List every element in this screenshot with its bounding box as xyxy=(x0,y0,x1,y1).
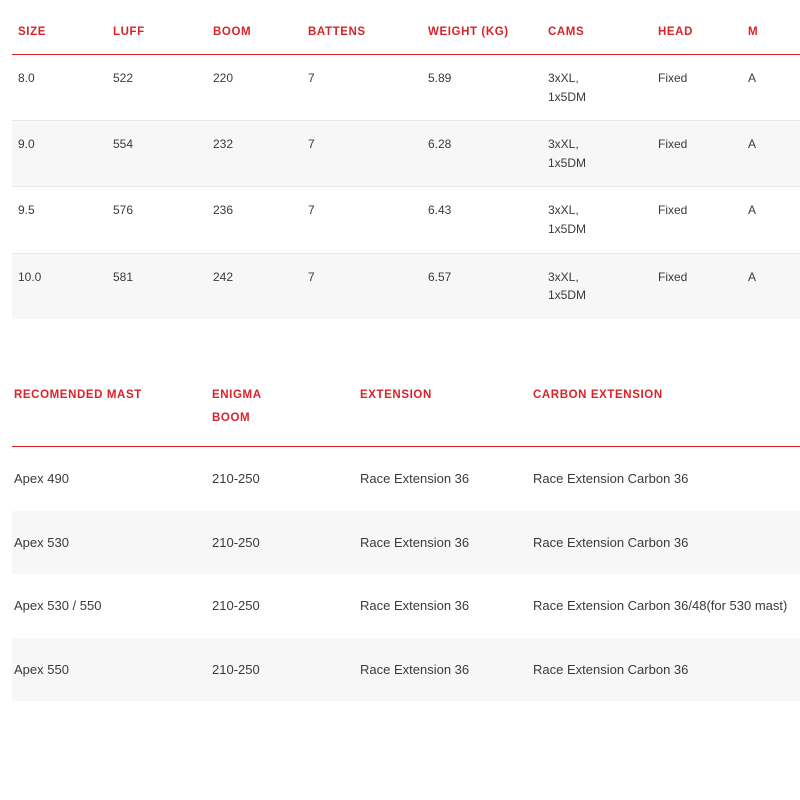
specifications-table-body xyxy=(12,55,800,319)
cell-mast: A xyxy=(742,187,800,253)
cell-enigma-boom: 210-250 xyxy=(212,598,260,613)
cell-weight: 6.28 xyxy=(422,121,542,187)
column-header-head: HEAD xyxy=(652,12,742,55)
cell-cams-line-1: 3xXL, xyxy=(548,269,579,284)
cell-head: Fixed xyxy=(652,121,742,187)
cell-cams xyxy=(542,121,652,187)
cell-cams-line-2: 1x5DM xyxy=(548,288,587,303)
cell-carbon-extension: Race Extension Carbon 36/48(for 530 mast) xyxy=(533,598,788,613)
cell-luff: 554 xyxy=(107,121,207,187)
cell-recomended-mast: Apex 530 / 550 xyxy=(14,598,102,613)
cell-head: Fixed xyxy=(652,187,742,253)
column-header-enigma-boom-line-2: BOOM xyxy=(212,412,251,424)
table-row xyxy=(12,55,800,121)
cell-cams-line-2: 1x5DM xyxy=(548,155,587,170)
specifications-table-header xyxy=(12,12,800,55)
cell-luff: 576 xyxy=(107,187,207,253)
cell-extension: Race Extension 36 xyxy=(360,534,470,550)
cell-cams-line-1: 3xXL, xyxy=(548,137,579,152)
cell-enigma-boom: 210-250 xyxy=(212,471,260,486)
column-header-enigma-boom-line-1: ENIGMA xyxy=(212,389,262,401)
cell-cams xyxy=(542,55,652,121)
table-row xyxy=(12,638,800,702)
column-header-size: SIZE xyxy=(12,12,107,55)
column-header-recomended-mast: RECOMENDED MAST xyxy=(12,368,210,447)
rigging-table-body xyxy=(12,447,800,702)
cell-boom: 242 xyxy=(213,269,234,284)
table-header-row xyxy=(12,368,800,447)
cell-head: Fixed xyxy=(658,269,688,284)
cell-boom: 220 xyxy=(207,55,302,121)
rigging-table-container xyxy=(12,368,800,701)
cell-carbon-extension: Race Extension Carbon 36 xyxy=(533,471,689,486)
cell-size: 9.5 xyxy=(12,187,107,253)
cell-carbon-extension: Race Extension Carbon 36 xyxy=(533,661,689,677)
column-header-luff: LUFF xyxy=(107,12,207,55)
cell-recomended-mast: Apex 530 xyxy=(14,534,69,550)
table-row xyxy=(12,187,800,253)
cell-recomended-mast: Apex 550 xyxy=(14,661,69,677)
table-row xyxy=(12,253,800,319)
column-header-boom: BOOM xyxy=(207,12,302,55)
cell-size: 8.0 xyxy=(12,55,107,121)
cell-weight: 5.89 xyxy=(422,55,542,121)
specifications-table-container xyxy=(12,12,800,319)
cell-battens: 7 xyxy=(302,121,422,187)
cell-weight: 6.43 xyxy=(422,187,542,253)
cell-luff: 522 xyxy=(107,55,207,121)
cell-boom: 236 xyxy=(207,187,302,253)
column-header-mast: M xyxy=(742,12,800,55)
cell-cams-line-2: 1x5DM xyxy=(548,89,587,104)
column-header-cams: CAMS xyxy=(542,12,652,55)
rigging-table xyxy=(12,368,800,701)
column-header-extension: EXTENSION xyxy=(358,368,531,447)
specifications-table xyxy=(12,12,800,319)
column-header-enigma-boom xyxy=(210,368,358,447)
cell-recomended-mast: Apex 490 xyxy=(14,471,69,486)
cell-extension: Race Extension 36 xyxy=(360,471,470,486)
cell-size: 9.0 xyxy=(12,121,107,187)
table-header-row xyxy=(12,12,800,55)
cell-size: 10.0 xyxy=(18,269,42,284)
cell-mast: A xyxy=(742,55,800,121)
cell-extension: Race Extension 36 xyxy=(360,598,470,613)
cell-enigma-boom: 210-250 xyxy=(212,661,260,677)
cell-mast: A xyxy=(748,269,757,284)
cell-luff: 581 xyxy=(113,269,134,284)
cell-extension: Race Extension 36 xyxy=(360,661,470,677)
cell-cams-line-2: 1x5DM xyxy=(548,221,587,236)
cell-cams xyxy=(542,187,652,253)
table-row xyxy=(12,447,800,511)
cell-cams xyxy=(542,253,652,319)
cell-boom: 232 xyxy=(207,121,302,187)
rigging-table-header xyxy=(12,368,800,447)
cell-mast: A xyxy=(742,121,800,187)
cell-battens: 7 xyxy=(308,269,315,284)
cell-head: Fixed xyxy=(652,55,742,121)
column-header-carbon-extension: CARBON EXTENSION xyxy=(531,368,800,447)
cell-carbon-extension: Race Extension Carbon 36 xyxy=(533,534,689,550)
column-header-battens: BATTENS xyxy=(302,12,422,55)
cell-battens: 7 xyxy=(302,187,422,253)
table-row xyxy=(12,121,800,187)
cell-weight: 6.57 xyxy=(428,269,452,284)
cell-battens: 7 xyxy=(302,55,422,121)
column-header-weight: WEIGHT (KG) xyxy=(422,12,542,55)
cell-cams-line-1: 3xXL, xyxy=(548,203,579,218)
table-row xyxy=(12,511,800,575)
table-row xyxy=(12,574,800,638)
cell-cams-line-1: 3xXL, xyxy=(548,71,579,85)
cell-enigma-boom: 210-250 xyxy=(212,534,260,550)
